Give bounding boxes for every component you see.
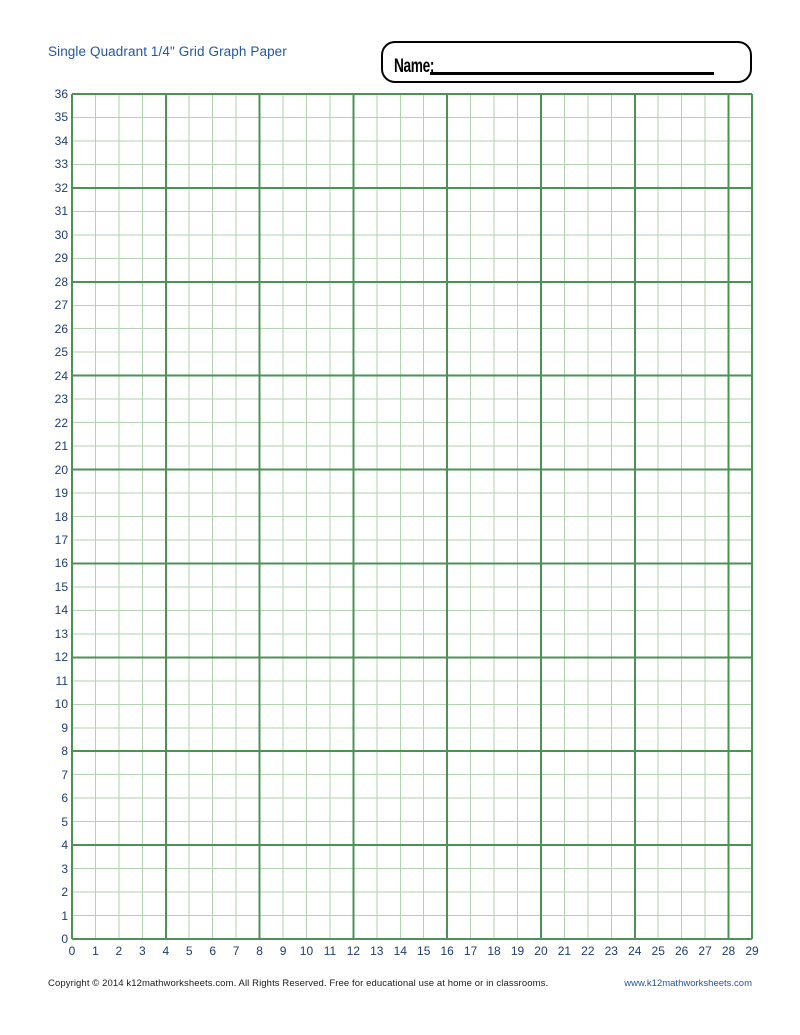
- y-axis-label: 9: [61, 720, 68, 735]
- x-axis-label: 3: [139, 944, 146, 958]
- name-box: [381, 41, 752, 83]
- x-axis-label: 0: [68, 944, 76, 958]
- y-axis-label: 32: [54, 180, 68, 195]
- x-axis-label: 23: [604, 944, 618, 958]
- y-axis-label: 13: [54, 626, 68, 641]
- y-axis-label: 4: [61, 838, 68, 853]
- y-axis-label: 8: [61, 744, 68, 759]
- name-label: Name:: [394, 56, 435, 77]
- y-axis-label: 19: [54, 486, 68, 501]
- y-axis-label: 5: [61, 814, 68, 829]
- y-axis-label: 11: [55, 673, 68, 688]
- y-axis-label: 35: [54, 110, 68, 125]
- x-axis-label: 29: [745, 944, 759, 958]
- x-axis-label: 13: [370, 944, 384, 958]
- y-axis-label: 27: [54, 298, 68, 313]
- y-axis-label: 3: [61, 861, 68, 876]
- y-axis-label: 14: [54, 603, 68, 618]
- name-write-line: [430, 72, 714, 75]
- y-axis-label: 23: [54, 392, 68, 407]
- page-title: Single Quadrant 1/4" Grid Graph Paper: [48, 44, 287, 59]
- y-axis-label: 30: [54, 227, 68, 242]
- y-axis-label: 28: [54, 274, 68, 289]
- y-axis-label: 25: [54, 345, 68, 360]
- x-axis-label: 18: [487, 944, 501, 958]
- x-axis-label: 15: [417, 944, 431, 958]
- y-axis-label: 26: [54, 321, 68, 336]
- grid-paper: [71, 93, 753, 940]
- x-axis-label: 28: [721, 944, 736, 958]
- x-axis-label: 4: [162, 944, 170, 958]
- x-axis-label: 5: [185, 944, 193, 958]
- y-axis-label: 36: [54, 87, 68, 101]
- y-axis-label: 20: [54, 462, 68, 477]
- x-axis-label: 2: [115, 944, 123, 958]
- y-axis-label: 31: [54, 204, 68, 219]
- y-axis-label: 17: [54, 532, 68, 547]
- y-axis-label: 18: [54, 509, 68, 524]
- y-axis-label: 2: [61, 885, 68, 900]
- y-axis-label: 0: [61, 932, 68, 946]
- x-axis-label: 12: [346, 944, 361, 958]
- x-axis-label: 19: [510, 944, 525, 958]
- y-axis-label: 12: [54, 650, 68, 665]
- y-axis-label: 7: [61, 767, 68, 782]
- x-axis-label: 1: [92, 944, 99, 958]
- x-axis-label: 24: [628, 944, 642, 958]
- y-axis-label: 16: [54, 556, 68, 571]
- y-axis-label: 15: [54, 579, 68, 594]
- copyright-text: Copyright © 2014 k12mathworksheets.com. All Rights Reserved. Free for educational use at home or in classrooms.: [48, 978, 549, 989]
- x-axis-label: 21: [557, 944, 572, 958]
- x-axis-label: 10: [299, 944, 314, 958]
- x-axis-label: 22: [581, 944, 595, 958]
- y-axis-label: 21: [54, 439, 68, 454]
- x-axis-label: 17: [463, 944, 478, 958]
- y-axis-label: 29: [54, 251, 68, 266]
- x-axis-label: 6: [209, 944, 217, 958]
- y-axis-label: 1: [61, 908, 68, 923]
- x-axis-label: 7: [232, 944, 240, 958]
- x-axis-label: 27: [698, 944, 712, 958]
- x-axis-label: 8: [256, 944, 263, 958]
- x-axis-label: 14: [393, 944, 407, 958]
- x-axis-label: 9: [279, 944, 287, 958]
- website-link[interactable]: www.k12mathworksheets.com: [624, 978, 752, 989]
- y-axis-label: 22: [54, 415, 68, 430]
- y-axis-label: 10: [54, 697, 68, 712]
- x-axis-label: 16: [440, 944, 454, 958]
- x-axis-label: 20: [534, 944, 548, 958]
- x-axis-label: 11: [323, 944, 337, 958]
- y-axis-label: 24: [54, 368, 68, 383]
- x-axis-label: 25: [651, 944, 665, 958]
- y-axis-label: 6: [61, 791, 68, 806]
- y-axis-label: 34: [54, 133, 68, 148]
- y-axis-label: 33: [54, 157, 68, 172]
- x-axis-label: 26: [674, 944, 689, 958]
